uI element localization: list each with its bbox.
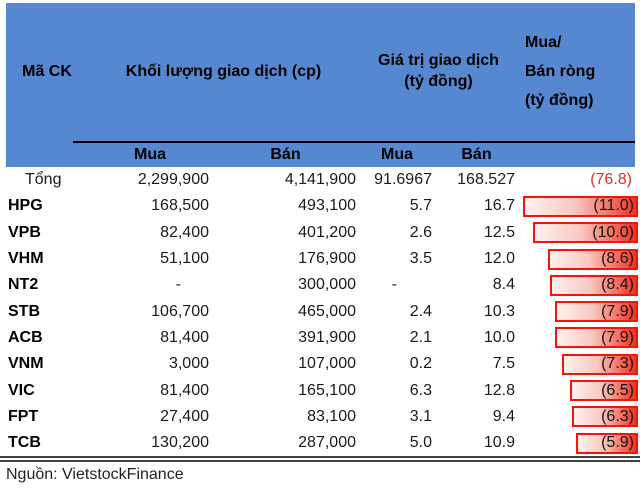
ticker-cell: Tổng — [25, 171, 62, 189]
value-sell-cell: 10.9 — [483, 434, 515, 452]
source-note: Nguồn: VietstockFinance — [6, 466, 184, 483]
value-sell-cell: 16.7 — [483, 197, 515, 215]
table-row — [0, 430, 640, 456]
ticker-cell: NT2 — [8, 276, 39, 294]
net-bar-value: (8.4) — [601, 276, 634, 294]
value-buy-cell: 91.6967 — [374, 171, 432, 189]
net-bar — [550, 275, 638, 296]
value-buy-cell: 6.3 — [409, 381, 432, 399]
net-bar-value: (7.9) — [601, 328, 634, 346]
net-cell — [518, 220, 640, 246]
ticker-cell: ACB — [8, 328, 43, 346]
sub-header-vol-buy: Mua — [134, 146, 166, 163]
volume-buy-cell: 130,200 — [151, 434, 209, 452]
value-sell-cell: 10.0 — [483, 328, 515, 346]
bottom-double-rule — [0, 456, 640, 462]
volume-buy-cell: 81,400 — [160, 381, 209, 399]
sub-header-val-sell: Bán — [461, 146, 492, 163]
col-header-value-line1: Giá trị giao dịch — [378, 52, 499, 69]
volume-buy-cell: 2,299,900 — [137, 171, 209, 189]
net-cell — [518, 193, 640, 219]
value-buy-cell: 2.6 — [409, 223, 432, 241]
value-sell-cell: 12.8 — [483, 381, 515, 399]
net-cell — [518, 430, 640, 456]
net-cell — [518, 351, 640, 377]
value-buy-cell: 2.4 — [409, 302, 432, 320]
value-buy-cell: 3.1 — [409, 407, 432, 425]
volume-sell-cell: 391,900 — [298, 328, 356, 346]
sub-header-vol-sell: Bán — [270, 146, 301, 163]
net-cell — [518, 272, 640, 298]
table-row — [0, 377, 640, 403]
value-sell-cell: 7.5 — [492, 355, 515, 373]
header-main-row — [6, 3, 635, 139]
ticker-cell: STB — [8, 302, 40, 320]
net-bar-value: (11.0) — [593, 197, 634, 215]
volume-sell-cell: 4,141,900 — [284, 171, 356, 189]
col-header-net-line3: (tỷ đồng) — [525, 91, 594, 109]
volume-sell-cell: 165,100 — [298, 381, 356, 399]
volume-buy-cell: 81,400 — [160, 328, 209, 346]
net-bar-value: (8.6) — [601, 250, 634, 268]
volume-sell-cell: 176,900 — [298, 250, 356, 268]
table-row — [0, 220, 640, 246]
net-bar-value: (6.3) — [601, 407, 634, 425]
net-bar — [523, 196, 638, 217]
value-sell-cell: 9.4 — [492, 407, 515, 425]
net-bar — [562, 354, 638, 375]
net-bar — [572, 406, 638, 427]
volume-buy-cell: 168,500 — [151, 197, 209, 215]
volume-sell-cell: 83,100 — [307, 407, 356, 425]
volume-buy-cell: - — [175, 276, 181, 294]
net-total-value: (76.8) — [590, 171, 632, 189]
net-cell — [518, 377, 640, 403]
table-header — [6, 3, 635, 167]
volume-buy-cell: 82,400 — [160, 223, 209, 241]
table-row — [0, 193, 640, 219]
net-bar-value: (7.3) — [601, 355, 634, 373]
volume-buy-cell: 106,700 — [151, 302, 209, 320]
value-sell-cell: 12.5 — [483, 223, 515, 241]
col-header-value-line2: (tỷ đồng) — [404, 73, 473, 90]
sub-header-val-buy: Mua — [381, 146, 413, 163]
table-row — [0, 298, 640, 324]
net-bar — [576, 433, 638, 454]
volume-sell-cell: 465,000 — [298, 302, 356, 320]
ticker-cell: VPB — [8, 223, 41, 241]
col-header-volume-group: Khối lượng giao dịch (cp) — [125, 62, 322, 80]
net-cell — [518, 298, 640, 324]
value-buy-cell: 5.7 — [409, 197, 432, 215]
table-row — [0, 351, 640, 377]
table-row — [0, 246, 640, 272]
col-header-net-line1: Mua/ — [525, 33, 562, 51]
value-sell-cell: 8.4 — [492, 276, 515, 294]
col-header-net-line2: Bán ròng — [525, 62, 596, 80]
ticker-cell: HPG — [8, 197, 43, 215]
net-bar — [570, 380, 638, 401]
ticker-cell: VHM — [8, 250, 44, 268]
header-sub-row — [6, 143, 635, 167]
ticker-cell: TCB — [8, 434, 41, 452]
net-bar-value: (10.0) — [592, 223, 634, 241]
net-bar — [548, 249, 638, 270]
net-bar-value: (6.5) — [601, 381, 634, 399]
net-cell — [518, 246, 640, 272]
table-row — [0, 325, 640, 351]
net-bar — [533, 222, 638, 243]
col-header-ticker: Mã CK — [22, 62, 72, 80]
value-sell-cell: 12.0 — [483, 250, 515, 268]
table-row — [0, 167, 640, 193]
value-buy-cell: 2.1 — [409, 328, 432, 346]
value-buy-cell: - — [391, 276, 397, 294]
net-cell — [518, 167, 640, 193]
net-cell — [518, 404, 640, 430]
value-buy-cell: 0.2 — [409, 355, 432, 373]
table-row — [0, 272, 640, 298]
value-buy-cell: 3.5 — [409, 250, 432, 268]
table-body — [0, 167, 640, 456]
volume-sell-cell: 493,100 — [298, 197, 356, 215]
ticker-cell: FPT — [8, 407, 39, 425]
volume-buy-cell: 51,100 — [160, 250, 209, 268]
net-bar — [555, 327, 638, 348]
value-sell-cell: 168.527 — [457, 171, 515, 189]
col-header-net — [518, 3, 635, 139]
volume-sell-cell: 287,000 — [298, 434, 356, 452]
volume-sell-cell: 401,200 — [298, 223, 356, 241]
col-header-value-group — [359, 3, 518, 139]
volume-sell-cell: 300,000 — [298, 276, 356, 294]
net-cell — [518, 325, 640, 351]
volume-sell-cell: 107,000 — [298, 355, 356, 373]
value-buy-cell: 5.0 — [409, 434, 432, 452]
volume-buy-cell: 27,400 — [160, 407, 209, 425]
volume-buy-cell: 3,000 — [168, 355, 209, 373]
net-bar-value: (5.9) — [601, 434, 634, 452]
value-sell-cell: 10.3 — [483, 302, 515, 320]
ticker-cell: VNM — [8, 355, 44, 373]
net-bar — [555, 301, 638, 322]
table-row — [0, 404, 640, 430]
ticker-cell: VIC — [8, 381, 35, 399]
net-bar-value: (7.9) — [601, 302, 634, 320]
